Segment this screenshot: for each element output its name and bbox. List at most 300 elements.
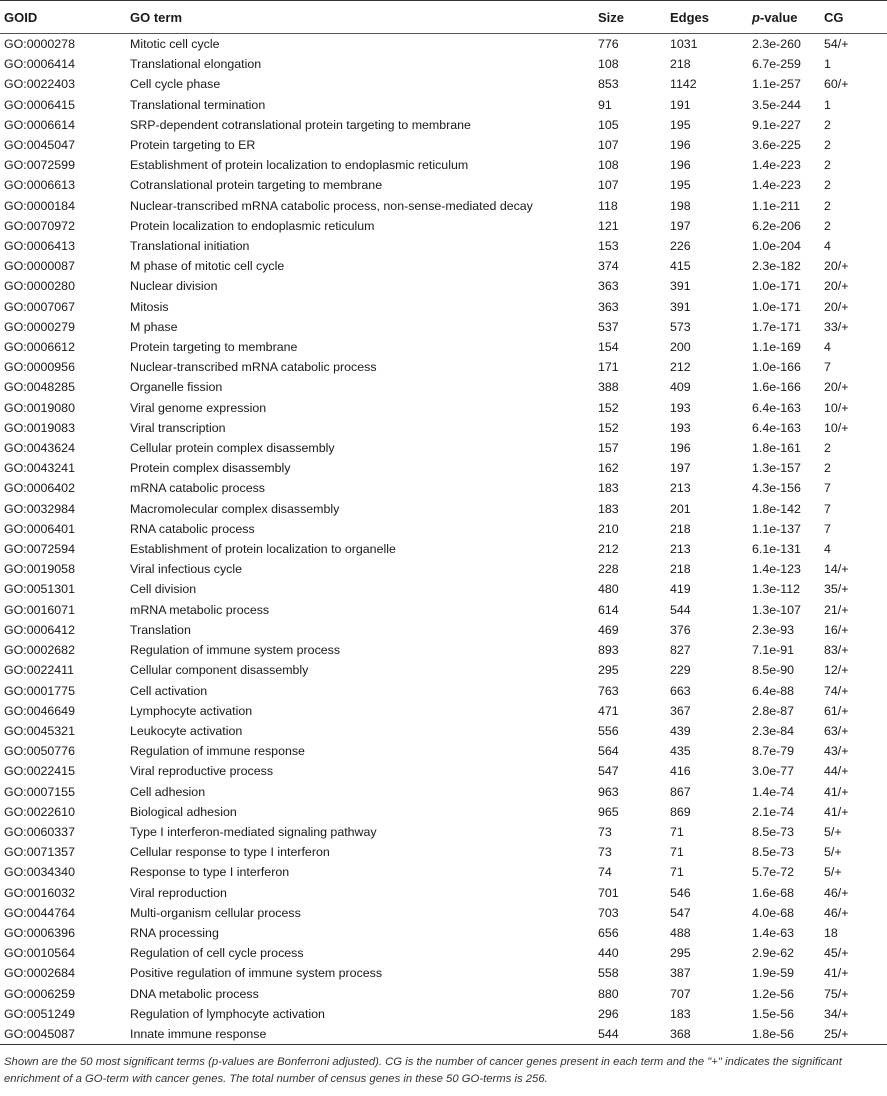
cell-size: 154 [598, 340, 619, 355]
table-header [0, 1, 887, 34]
header-size: Size [598, 1, 670, 34]
table-footnote: Shown are the 50 most significant terms (p-values are Bonferroni adjusted). CG is the number of cancer genes present in each term and the "+" indicates the significant enrichment of a GO-term with cancer genes. The total number of census genes in these 50 GO-terms is 256. [4, 1056, 842, 1085]
cell-cg: 4 [824, 340, 831, 355]
cell-goid: GO:0006414 [4, 57, 75, 72]
table-row [0, 95, 887, 115]
cell-p-value: 8.7e-79 [752, 744, 795, 759]
table-row [0, 54, 887, 74]
cell-edges: 183 [670, 1006, 691, 1021]
cell-p-value: 1.3e-112 [752, 582, 800, 597]
cell-goid: GO:0000280 [4, 279, 75, 294]
cell-cg: 20/+ [824, 259, 849, 274]
cell-goid: GO:0006402 [4, 481, 75, 496]
cell-p-value: 8.5e-73 [752, 845, 795, 860]
cell-edges: 218 [670, 562, 691, 577]
table-row [0, 539, 887, 559]
cell-goid: GO:0046649 [4, 703, 75, 718]
cell-go-term: Translational initiation [130, 239, 250, 254]
cell-go-term: Viral reproductive process [130, 764, 274, 779]
cell-cg: 2 [824, 138, 831, 153]
table-row [0, 317, 887, 337]
cell-goid: GO:0000956 [4, 360, 75, 375]
cell-edges: 200 [670, 340, 691, 355]
cell-go-term: Regulation of immune response [130, 744, 305, 759]
cell-go-term: DNA metabolic process [130, 986, 259, 1001]
cell-p-value: 5.7e-72 [752, 865, 795, 880]
cell-edges: 218 [670, 521, 691, 536]
table-row [0, 923, 887, 943]
cell-goid: GO:0007067 [4, 299, 75, 314]
cell-size: 853 [598, 77, 619, 92]
cell-cg: 12/+ [824, 663, 849, 678]
table-row [0, 155, 887, 175]
cell-go-term: Nuclear division [130, 279, 218, 294]
cell-p-value: 1.4e-74 [752, 784, 795, 799]
cell-cg: 2 [824, 218, 831, 233]
cell-edges: 488 [670, 925, 691, 940]
cell-go-term: Mitosis [130, 299, 169, 314]
cell-edges: 409 [670, 380, 691, 395]
cell-go-term: Type I interferon-mediated signaling pathway [130, 824, 377, 839]
cell-edges: 391 [670, 299, 691, 314]
table-row [0, 660, 887, 680]
cell-size: 893 [598, 643, 619, 658]
cell-goid: GO:0043241 [4, 461, 75, 476]
cell-edges: 391 [670, 279, 691, 294]
cell-p-value: 8.5e-90 [752, 663, 795, 678]
table-row [0, 297, 887, 317]
cell-goid: GO:0072594 [4, 542, 75, 557]
cell-size: 388 [598, 380, 619, 395]
cell-go-term: Translational elongation [130, 57, 262, 72]
cell-edges: 213 [670, 481, 691, 496]
cell-size: 471 [598, 703, 619, 718]
cell-size: 564 [598, 744, 619, 759]
table-body [0, 34, 887, 1045]
header-row [0, 1, 887, 34]
table-row [0, 1004, 887, 1024]
header-go-term: GO term [130, 1, 598, 34]
table-row [0, 802, 887, 822]
cell-goid: GO:0019080 [4, 400, 75, 415]
cell-p-value: 1.3e-157 [752, 461, 801, 476]
cell-edges: 218 [670, 57, 691, 72]
cell-size: 544 [598, 1024, 670, 1045]
table-row [0, 600, 887, 620]
cell-go-term: Viral infectious cycle [130, 562, 243, 577]
cell-go-term: Cell activation [130, 683, 208, 698]
cell-go-term: SRP-dependent cotranslational protein targeting to membrane [130, 117, 471, 132]
cell-goid: GO:0034340 [4, 865, 75, 880]
cell-goid: GO:0060337 [4, 824, 75, 839]
cell-cg: 34/+ [824, 1006, 849, 1021]
cell-go-term: Viral reproduction [130, 885, 227, 900]
cell-p-value: 6.4e-163 [752, 400, 801, 415]
cell-go-term: Nuclear-transcribed mRNA catabolic process, non-sense-mediated decay [130, 198, 533, 213]
cell-cg: 5/+ [824, 845, 842, 860]
cell-p-value: 1.1e-257 [752, 77, 801, 92]
cell-goid: GO:0006401 [4, 521, 75, 536]
cell-p-value: 1.5e-56 [752, 1006, 795, 1021]
cell-p-value: 3.0e-77 [752, 764, 795, 779]
cell-cg: 45/+ [824, 946, 849, 961]
cell-goid: GO:0016032 [4, 885, 75, 900]
cell-goid: GO:0000087 [4, 259, 75, 274]
cell-go-term: Positive regulation of immune system process [130, 966, 383, 981]
cell-goid: GO:0006259 [4, 986, 75, 1001]
cell-p-value: 1.4e-223 [752, 178, 801, 193]
table-row [0, 721, 887, 741]
cell-goid: GO:0070972 [4, 218, 75, 233]
cell-edges: 71 [670, 845, 684, 860]
cell-size: 108 [598, 57, 619, 72]
cell-goid: GO:0000278 [4, 37, 75, 51]
cell-size: 105 [598, 117, 619, 132]
cell-go-term: Cellular response to type I interferon [130, 845, 330, 860]
cell-p-value: 2.3e-84 [752, 723, 795, 738]
cell-p-value: 1.6e-166 [752, 380, 801, 395]
table-row [0, 1024, 887, 1045]
cell-edges: 226 [670, 239, 691, 254]
cell-goid: GO:0045087 [0, 1024, 130, 1045]
cell-go-term: mRNA metabolic process [130, 602, 270, 617]
cell-p-value: 1.4e-63 [752, 925, 795, 940]
table-row [0, 458, 887, 478]
table-row [0, 640, 887, 660]
cell-p-value: 7.1e-91 [752, 643, 795, 658]
cell-go-term: Protein targeting to membrane [130, 340, 298, 355]
cell-cg: 21/+ [824, 602, 849, 617]
cell-goid: GO:0045321 [4, 723, 75, 738]
cell-cg: 2 [824, 441, 831, 456]
table-row [0, 984, 887, 1004]
cell-go-term: Protein localization to endoplasmic reticulum [130, 218, 375, 233]
table-row [0, 681, 887, 701]
table-row [0, 337, 887, 357]
cell-edges: 71 [670, 865, 684, 880]
cell-size: 703 [598, 905, 619, 920]
table-row [0, 377, 887, 397]
cell-cg: 41/+ [824, 804, 849, 819]
cell-goid: GO:0050776 [4, 744, 75, 759]
cell-size: 480 [598, 582, 619, 597]
header-cg: CG [824, 1, 887, 34]
table-row [0, 842, 887, 862]
table-row [0, 943, 887, 963]
table-row [0, 175, 887, 195]
cell-edges: 197 [670, 218, 691, 233]
cell-size: 171 [598, 360, 619, 375]
cell-goid: GO:0032984 [4, 501, 75, 516]
table-row [0, 276, 887, 296]
cell-p-value: 2.3e-93 [752, 622, 795, 637]
cell-p-value: 2.1e-74 [752, 804, 795, 819]
cell-goid: GO:0019058 [4, 562, 75, 577]
cell-edges: 419 [670, 582, 691, 597]
cell-goid: GO:0022411 [4, 663, 75, 678]
table-row [0, 620, 887, 640]
cell-size: 152 [598, 420, 619, 435]
cell-cg: 83/+ [824, 643, 849, 658]
cell-p-value: 1.0e-171 [752, 279, 801, 294]
header-edges: Edges [670, 1, 752, 34]
cell-size: 183 [598, 481, 619, 496]
table-row [0, 74, 887, 94]
cell-go-term: Cell division [130, 582, 197, 597]
cell-size: 91 [598, 97, 612, 112]
cell-p-value: 6.4e-163 [752, 420, 801, 435]
cell-go-term: Cellular protein complex disassembly [130, 441, 335, 456]
cell-goid: GO:0022403 [4, 77, 75, 92]
cell-size: 614 [598, 602, 619, 617]
cell-edges: 544 [670, 602, 691, 617]
cell-cg: 43/+ [824, 744, 849, 759]
cell-size: 558 [598, 966, 619, 981]
cell-size: 212 [598, 542, 619, 557]
cell-cg: 33/+ [824, 319, 849, 334]
cell-p-value: 6.7e-259 [752, 57, 801, 72]
cell-goid: GO:0010564 [4, 946, 75, 961]
cell-cg: 20/+ [824, 279, 849, 294]
cell-goid: GO:0051301 [4, 582, 75, 597]
cell-go-term: Regulation of cell cycle process [130, 946, 304, 961]
cell-goid: GO:0048285 [4, 380, 75, 395]
cell-p-value: 2.8e-87 [752, 703, 795, 718]
table-row [0, 579, 887, 599]
cell-p-value: 9.1e-227 [752, 117, 801, 132]
table-row [0, 782, 887, 802]
header-p-value-suffix: -value [759, 9, 798, 25]
cell-edges: 573 [670, 319, 691, 334]
cell-size: 73 [598, 845, 612, 860]
cell-p-value: 4.3e-156 [752, 481, 801, 496]
cell-p-value: 1.1e-211 [752, 198, 800, 213]
cell-go-term: Multi-organism cellular process [130, 905, 301, 920]
cell-size: 963 [598, 784, 619, 799]
cell-go-term: Response to type I interferon [130, 865, 290, 880]
cell-cg: 2 [824, 198, 831, 213]
cell-cg: 46/+ [824, 885, 849, 900]
cell-size: 153 [598, 239, 619, 254]
cell-go-term: Translational termination [130, 97, 266, 112]
cell-size: 363 [598, 299, 619, 314]
cell-cg: 54/+ [824, 37, 849, 51]
cell-edges: 376 [670, 622, 691, 637]
cell-edges: 707 [670, 986, 691, 1001]
cell-p-value: 3.5e-244 [752, 97, 801, 112]
cell-p-value: 2.3e-260 [752, 37, 801, 51]
cell-cg: 10/+ [824, 420, 849, 435]
cell-cg: 5/+ [824, 865, 842, 880]
cell-cg: 14/+ [824, 562, 849, 577]
cell-edges: 213 [670, 542, 691, 557]
cell-p-value: 1.1e-137 [752, 521, 801, 536]
cell-goid: GO:0051249 [4, 1006, 75, 1021]
cell-go-term: Regulation of immune system process [130, 643, 341, 658]
cell-goid: GO:0022610 [4, 804, 75, 819]
cell-goid: GO:0007155 [4, 784, 75, 799]
cell-size: 547 [598, 764, 619, 779]
cell-cg: 25/+ [824, 1024, 887, 1045]
cell-cg: 60/+ [824, 77, 849, 92]
cell-cg: 7 [824, 481, 831, 496]
table-row [0, 357, 887, 377]
cell-size: 73 [598, 824, 612, 839]
table-row [0, 862, 887, 882]
cell-edges: 869 [670, 804, 691, 819]
cell-cg: 7 [824, 501, 831, 516]
cell-cg: 46/+ [824, 905, 849, 920]
cell-edges: 197 [670, 461, 691, 476]
cell-p-value: 1.2e-56 [752, 986, 795, 1001]
cell-p-value: 4.0e-68 [752, 905, 795, 920]
cell-edges: 71 [670, 824, 684, 839]
cell-size: 656 [598, 925, 619, 940]
cell-go-term: Mitotic cell cycle [130, 37, 220, 51]
cell-goid: GO:0000279 [4, 319, 75, 334]
table-row [0, 499, 887, 519]
cell-cg: 4 [824, 542, 831, 557]
cell-size: 296 [598, 1006, 619, 1021]
cell-go-term: Protein complex disassembly [130, 461, 291, 476]
cell-go-term: Protein targeting to ER [130, 138, 256, 153]
cell-edges: 439 [670, 723, 691, 738]
cell-edges: 367 [670, 703, 691, 718]
table-row [0, 701, 887, 721]
cell-size: 537 [598, 319, 619, 334]
table-row [0, 256, 887, 276]
cell-p-value: 3.6e-225 [752, 138, 801, 153]
table-row [0, 135, 887, 155]
cell-edges: 196 [670, 138, 691, 153]
cell-size: 763 [598, 683, 619, 698]
cell-edges: 867 [670, 784, 691, 799]
cell-edges: 212 [670, 360, 691, 375]
cell-cg: 44/+ [824, 764, 849, 779]
cell-p-value: 1.8e-161 [752, 441, 801, 456]
cell-cg: 16/+ [824, 622, 849, 637]
table-row [0, 438, 887, 458]
cell-p-value: 6.4e-88 [752, 683, 795, 698]
cell-size: 880 [598, 986, 619, 1001]
cell-p-value: 6.1e-131 [752, 542, 801, 557]
cell-goid: GO:0002682 [4, 643, 75, 658]
cell-size: 295 [598, 663, 619, 678]
cell-edges: 547 [670, 905, 691, 920]
cell-go-term: M phase [130, 319, 178, 334]
cell-p-value: 1.7e-171 [752, 319, 801, 334]
cell-cg: 7 [824, 360, 831, 375]
cell-go-term: Cell cycle phase [130, 77, 221, 92]
cell-goid: GO:0006612 [4, 340, 75, 355]
cell-cg: 2 [824, 158, 831, 173]
cell-go-term: Cell adhesion [130, 784, 206, 799]
cell-p-value: 1.8e-56 [752, 1024, 824, 1045]
cell-go-term: Innate immune response [130, 1024, 598, 1045]
cell-cg: 2 [824, 178, 831, 193]
cell-size: 776 [598, 37, 619, 51]
cell-edges: 1142 [670, 77, 697, 92]
cell-edges: 1031 [670, 37, 698, 51]
cell-size: 152 [598, 400, 619, 415]
cell-edges: 201 [670, 501, 691, 516]
cell-go-term: Establishment of protein localization to endoplasmic reticulum [130, 158, 469, 173]
cell-size: 556 [598, 723, 619, 738]
cell-go-term: M phase of mitotic cell cycle [130, 259, 285, 274]
cell-go-term: RNA catabolic process [130, 521, 255, 536]
cell-edges: 193 [670, 420, 691, 435]
cell-p-value: 1.0e-171 [752, 299, 801, 314]
table-row [0, 196, 887, 216]
cell-size: 118 [598, 198, 618, 213]
table-row [0, 903, 887, 923]
cell-edges: 191 [670, 97, 691, 112]
cell-goid: GO:0006415 [4, 97, 75, 112]
cell-goid: GO:0045047 [4, 138, 75, 153]
cell-p-value: 1.8e-142 [752, 501, 801, 516]
cell-p-value: 1.9e-59 [752, 966, 795, 981]
cell-cg: 41/+ [824, 966, 849, 981]
cell-size: 363 [598, 279, 619, 294]
cell-cg: 61/+ [824, 703, 849, 718]
table-row [0, 34, 887, 55]
cell-edges: 416 [670, 764, 691, 779]
cell-go-term: Cotranslational protein targeting to membrane [130, 178, 383, 193]
cell-p-value: 2.3e-182 [752, 259, 801, 274]
cell-p-value: 1.1e-169 [752, 340, 801, 355]
cell-goid: GO:0044764 [4, 905, 75, 920]
cell-p-value: 1.4e-123 [752, 562, 801, 577]
cell-goid: GO:0019083 [4, 420, 75, 435]
cell-go-term: Organelle fission [130, 380, 223, 395]
table-row [0, 398, 887, 418]
cell-cg: 1 [824, 57, 831, 72]
cell-goid: GO:0071357 [4, 845, 75, 860]
table-row [0, 418, 887, 438]
cell-cg: 63/+ [824, 723, 849, 738]
cell-goid: GO:0006413 [4, 239, 75, 254]
table-row [0, 559, 887, 579]
cell-size: 74 [598, 865, 612, 880]
cell-goid: GO:0006412 [4, 622, 75, 637]
table-row [0, 216, 887, 236]
cell-cg: 2 [824, 117, 831, 132]
cell-p-value: 1.3e-107 [752, 602, 801, 617]
cell-edges: 195 [670, 117, 691, 132]
table-row [0, 822, 887, 842]
cell-size: 107 [598, 138, 619, 153]
cell-go-term: RNA processing [130, 925, 219, 940]
cell-size: 440 [598, 946, 619, 961]
header-goid: GOID [0, 1, 130, 34]
cell-edges: 193 [670, 400, 691, 415]
cell-edges: 198 [670, 198, 691, 213]
cell-edges: 546 [670, 885, 691, 900]
cell-edges: 229 [670, 663, 691, 678]
cell-goid: GO:0000184 [4, 198, 75, 213]
table-row [0, 478, 887, 498]
cell-goid: GO:0072599 [4, 158, 75, 173]
table-row [0, 741, 887, 761]
cell-p-value: 1.0e-166 [752, 360, 801, 375]
cell-goid: GO:0002684 [4, 966, 75, 981]
cell-goid: GO:0001775 [4, 683, 75, 698]
cell-cg: 75/+ [824, 986, 849, 1001]
cell-goid: GO:0006396 [4, 925, 75, 940]
cell-size: 965 [598, 804, 619, 819]
cell-p-value: 1.6e-68 [752, 885, 795, 900]
cell-size: 701 [598, 885, 619, 900]
